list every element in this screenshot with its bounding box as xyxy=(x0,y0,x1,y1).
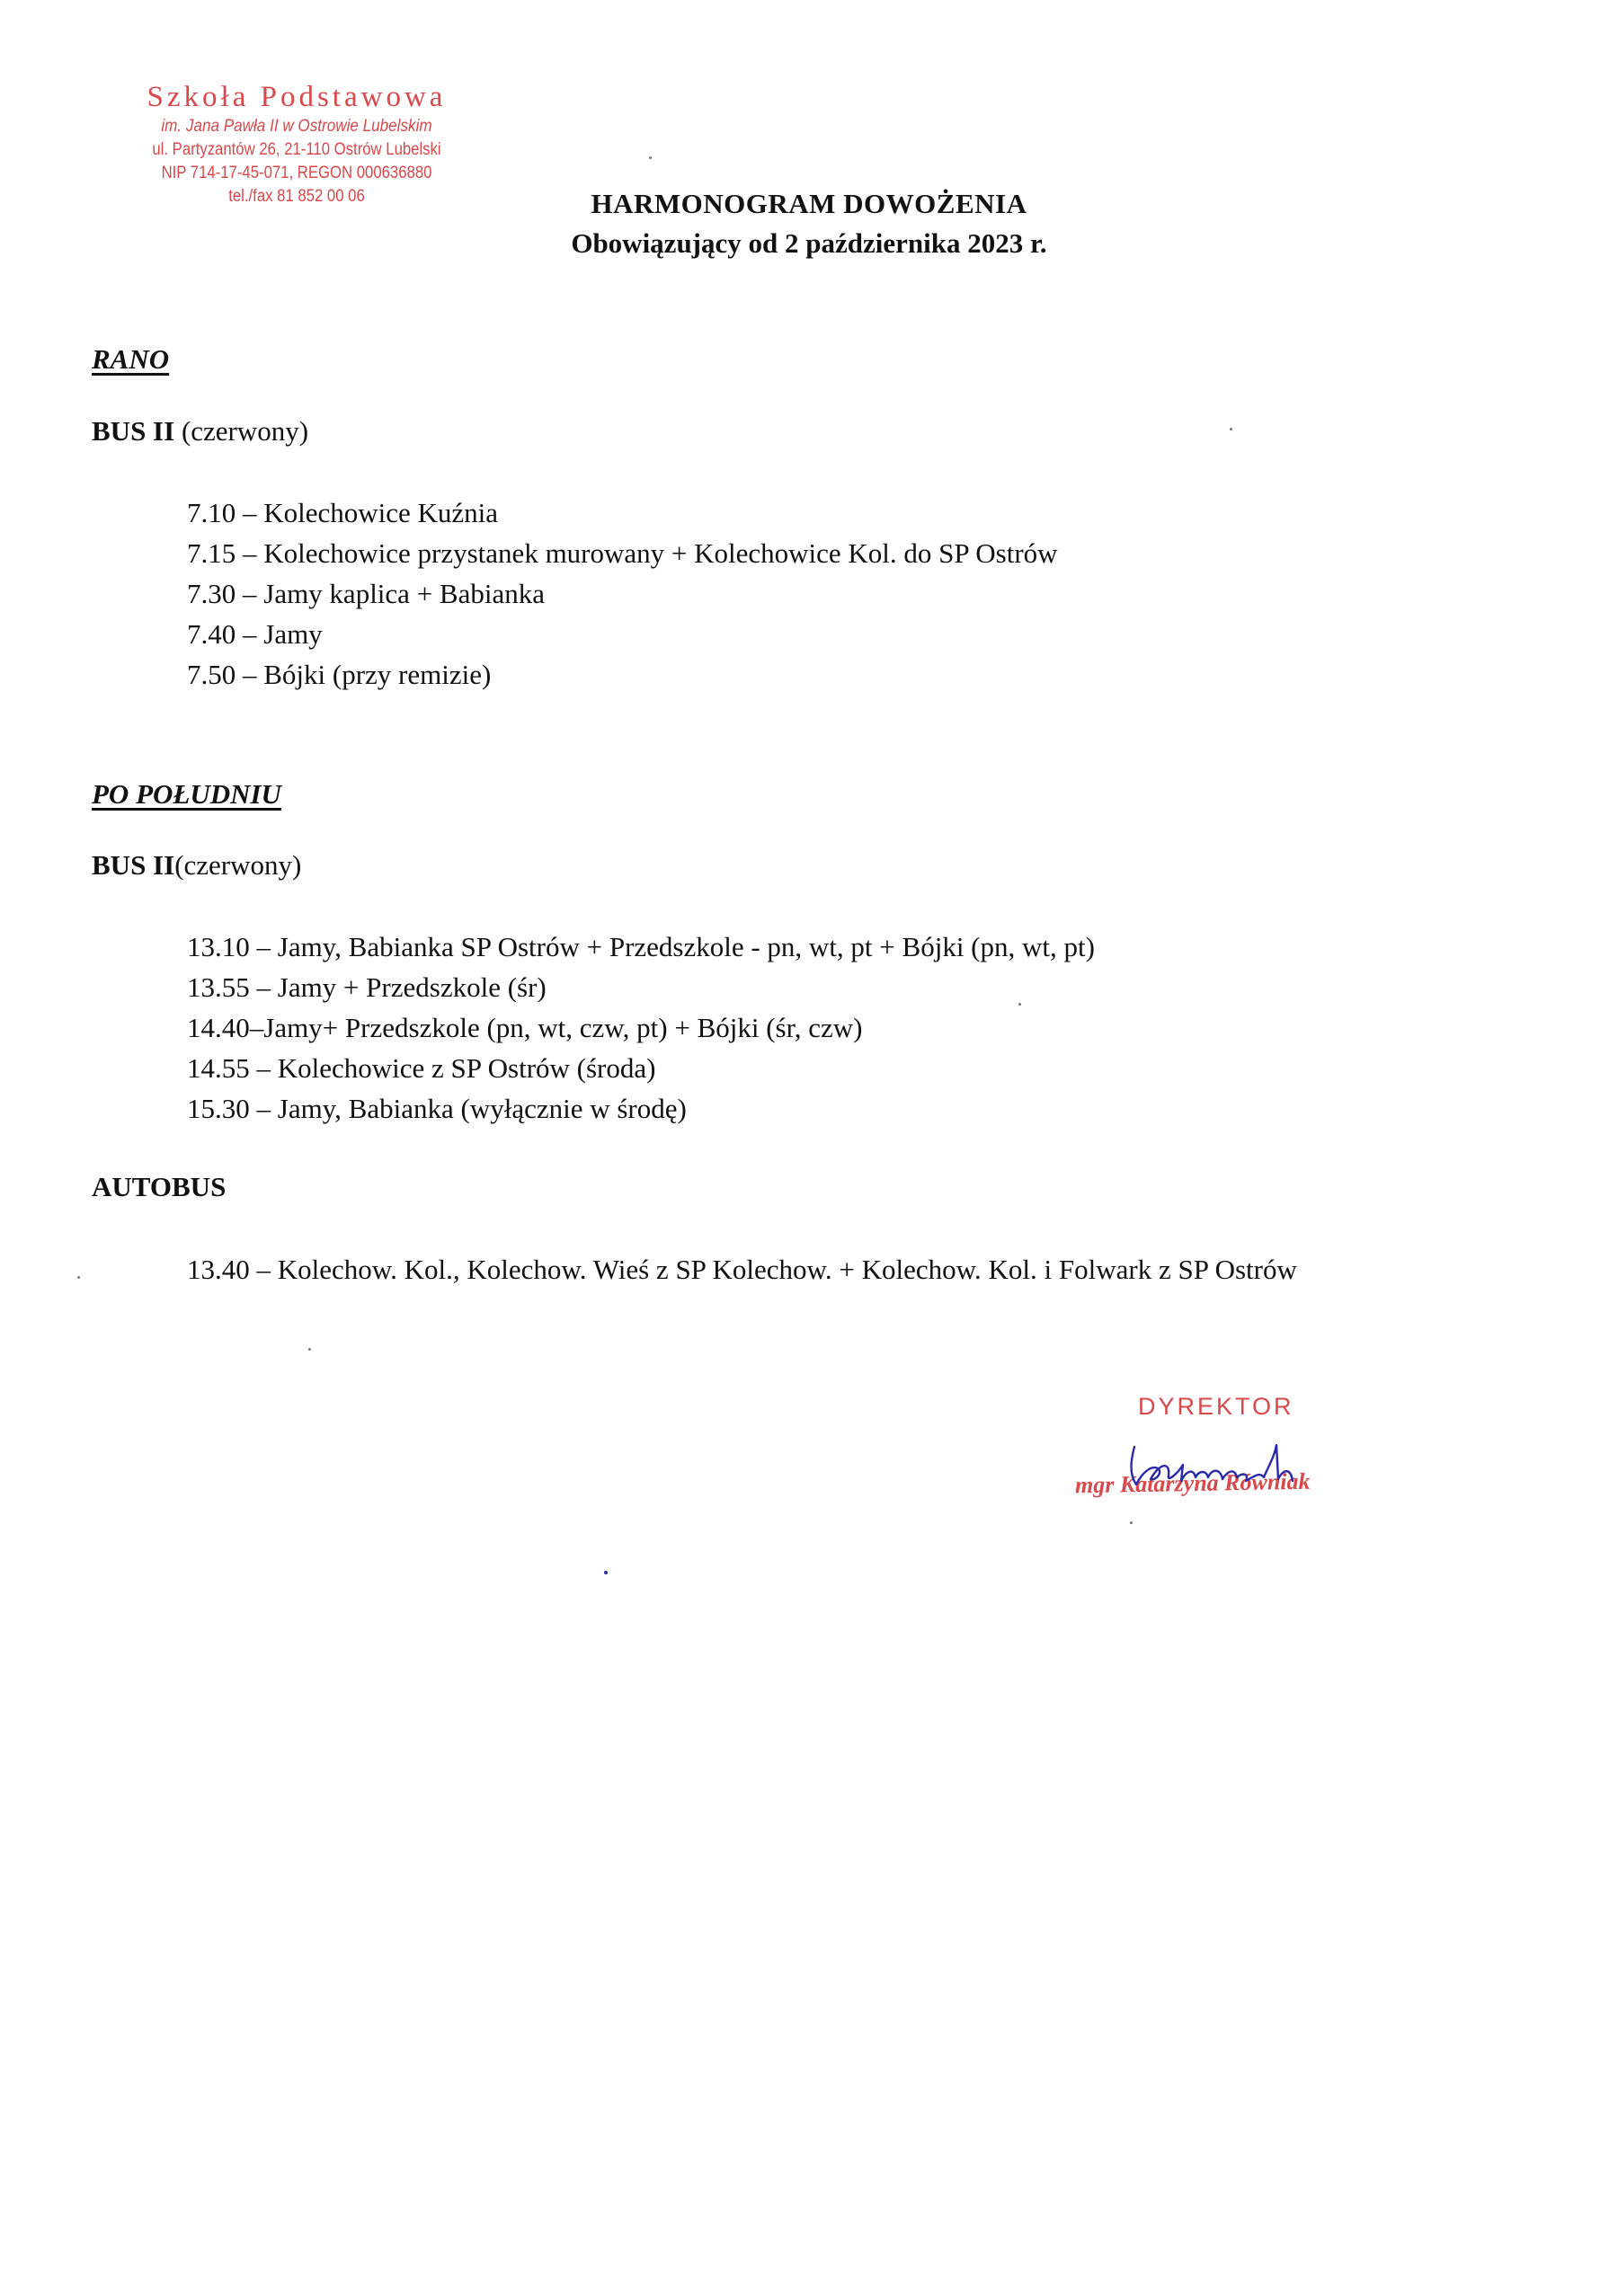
scan-speck xyxy=(77,1276,80,1279)
stamp-address-line: ul. Partyzantów 26, 21-110 Ostrów Lubelski xyxy=(152,140,441,159)
stamp-school-name: Szkoła Podstawowa xyxy=(147,81,447,113)
list-item: 13.55 – Jamy + Przedszkole (śr) xyxy=(187,971,547,1003)
document-title: HARMONOGRAM DOWOŻENIA xyxy=(591,188,1027,219)
scan-speck xyxy=(604,1571,608,1574)
list-item: 13.10 – Jamy, Babianka SP Ostrów + Przedszkole - pn, wt, pt + Bójki (pn, wt, pt) xyxy=(187,931,1095,962)
morning-schedule-list xyxy=(187,492,1058,695)
bus-name: AUTOBUS xyxy=(92,1171,227,1202)
list-item: 7.50 – Bójki (przy remizie) xyxy=(187,659,492,690)
director-name: mgr Katarzyna Równiak xyxy=(1074,1467,1311,1499)
bus-heading-autobus xyxy=(92,1171,226,1203)
director-title: DYREKTOR xyxy=(1138,1393,1294,1420)
scan-speck xyxy=(308,1348,311,1351)
section-heading-afternoon: PO POŁUDNIU xyxy=(92,778,281,810)
bus-color-note: (czerwony) xyxy=(174,849,302,881)
scan-speck xyxy=(1130,1521,1133,1524)
scan-speck xyxy=(1230,428,1232,430)
document-header xyxy=(467,184,1151,263)
bus-color-note: (czerwony) xyxy=(174,415,309,447)
section-heading-morning: RANO xyxy=(92,343,170,375)
bus-heading-afternoon xyxy=(92,849,301,882)
bus-name: BUS II xyxy=(92,415,175,447)
autobus-schedule-list xyxy=(187,1249,1297,1290)
list-item: 7.10 – Kolechowice Kuźnia xyxy=(187,497,499,528)
bus-name: BUS II xyxy=(92,849,175,881)
afternoon-schedule-list xyxy=(187,926,1095,1129)
signature-image xyxy=(1124,1438,1330,1501)
bus-heading-morning xyxy=(92,415,308,448)
scan-speck xyxy=(649,156,652,159)
list-item: 7.15 – Kolechowice przystanek murowany + Kolechowice Kol. do SP Ostrów xyxy=(187,537,1058,569)
scan-speck xyxy=(1018,1003,1021,1006)
list-item: 7.30 – Jamy kaplica + Babianka xyxy=(187,578,545,609)
list-item: 7.40 – Jamy xyxy=(187,618,323,650)
list-item: 13.40 – Kolechow. Kol., Kolechow. Wieś z SP Kolechow. + Kolechow. Kol. i Folwark z SP Ostrów xyxy=(187,1254,1297,1285)
list-item: 15.30 – Jamy, Babianka (wyłącznie w środę) xyxy=(187,1093,687,1124)
list-item: 14.40–Jamy+ Przedszkole (pn, wt, czw, pt) + Bójki (śr, czw) xyxy=(187,1012,863,1043)
document-subtitle: Obowiązujący od 2 października 2023 r. xyxy=(571,227,1047,259)
stamp-patron-line: im. Jana Pawła II w Ostrowie Lubelskim xyxy=(161,117,432,136)
stamp-phone-line: tel./fax 81 852 00 06 xyxy=(228,187,365,206)
stamp-nip-line: NIP 714-17-45-071, REGON 000636880 xyxy=(161,164,432,182)
school-stamp xyxy=(117,79,476,208)
list-item: 14.55 – Kolechowice z SP Ostrów (środa) xyxy=(187,1052,656,1084)
